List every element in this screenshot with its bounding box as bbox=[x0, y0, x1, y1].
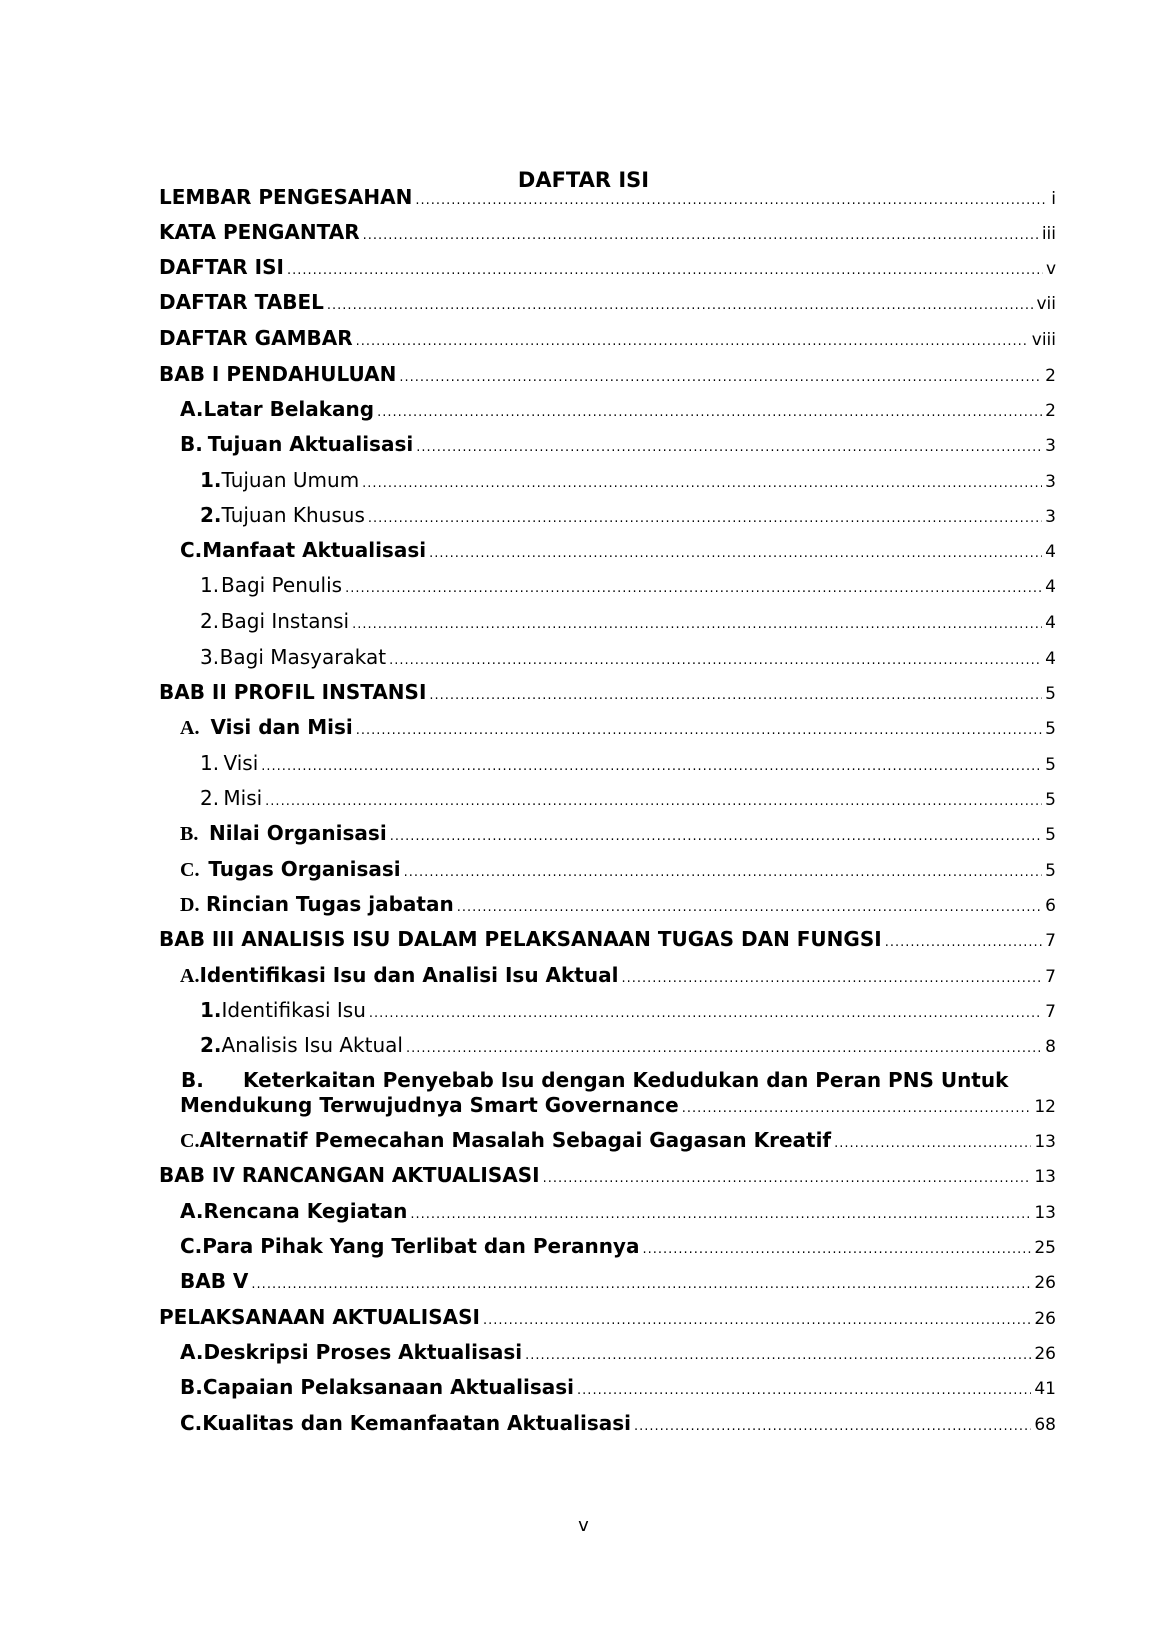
toc-entry[interactable] bbox=[159, 185, 1056, 209]
toc-entry-number: A. bbox=[180, 717, 200, 739]
toc-entry-page: 7 bbox=[1045, 967, 1056, 987]
toc-entry-page: 4 bbox=[1045, 613, 1056, 633]
toc-entry-page: 5 bbox=[1045, 684, 1056, 704]
toc-entry[interactable] bbox=[180, 1093, 1056, 1117]
toc-entry-label: LEMBAR PENGESAHAN bbox=[159, 185, 413, 209]
toc-entry[interactable] bbox=[180, 538, 1056, 562]
toc-entry-number: B. bbox=[180, 432, 203, 456]
toc-entry[interactable] bbox=[159, 326, 1056, 350]
toc-entry-label: Rincian Tugas jabatan bbox=[206, 892, 454, 916]
toc-entry[interactable] bbox=[159, 1163, 1056, 1187]
toc-entry[interactable] bbox=[200, 573, 1056, 597]
toc-entry-page: 5 bbox=[1045, 755, 1056, 775]
dot-leader bbox=[265, 786, 1042, 810]
toc-entry-page: viii bbox=[1031, 330, 1056, 350]
dot-leader bbox=[399, 362, 1042, 386]
toc-entry[interactable] bbox=[159, 255, 1056, 279]
toc-entry-label: Manfaat Aktualisasi bbox=[202, 538, 427, 562]
dot-leader bbox=[368, 503, 1042, 527]
toc-entry[interactable] bbox=[180, 1269, 1056, 1293]
toc-entry-label: BAB V bbox=[180, 1269, 249, 1293]
toc-entry[interactable] bbox=[200, 1033, 1056, 1057]
dot-leader bbox=[525, 1340, 1031, 1364]
toc-entry-page: 3 bbox=[1045, 472, 1056, 492]
toc-entry-page: 3 bbox=[1045, 507, 1056, 527]
dot-leader bbox=[577, 1375, 1031, 1399]
toc-entry[interactable] bbox=[200, 786, 1056, 810]
toc-entry-number: B. bbox=[180, 823, 199, 845]
toc-entry-label: Rencana Kegiatan bbox=[203, 1199, 408, 1223]
toc-entry-label-line1: Keterkaitan Penyebab Isu dengan Kedudukan dan Peran PNS Untuk bbox=[243, 1068, 1009, 1092]
toc-entry-number: 2. bbox=[200, 609, 220, 633]
dot-leader bbox=[352, 609, 1042, 633]
toc-entry-page: 12 bbox=[1034, 1097, 1056, 1117]
toc-entry-page: 41 bbox=[1034, 1379, 1056, 1399]
toc-entry-label: Tujuan Khusus bbox=[221, 503, 365, 527]
toc-entry-label: Misi bbox=[223, 786, 263, 810]
toc-entry-number: C. bbox=[180, 1234, 203, 1258]
toc-entry[interactable] bbox=[180, 892, 1056, 916]
toc-entry-label: Tujuan Aktualisasi bbox=[207, 432, 414, 456]
toc-entry-page: 5 bbox=[1045, 825, 1056, 845]
toc-entry-number: 1. bbox=[200, 468, 222, 492]
toc-entry-page: 25 bbox=[1034, 1238, 1056, 1258]
dot-leader bbox=[404, 857, 1043, 881]
toc-entry-label: Visi dan Misi bbox=[210, 715, 353, 739]
toc-entry-label: Visi bbox=[223, 751, 259, 775]
dot-leader bbox=[634, 1411, 1031, 1435]
toc-entry-page: 7 bbox=[1045, 931, 1056, 951]
toc-entry-label: Nilai Organisasi bbox=[208, 821, 387, 845]
dot-leader bbox=[429, 680, 1042, 704]
toc-entry-page: 2 bbox=[1045, 366, 1056, 386]
toc-entry-label: Analisis Isu Aktual bbox=[221, 1033, 403, 1057]
toc-entry-label: Latar Belakang bbox=[203, 397, 375, 421]
toc-entry[interactable] bbox=[200, 609, 1056, 633]
toc-entry[interactable] bbox=[200, 503, 1056, 527]
toc-entry[interactable] bbox=[159, 290, 1056, 314]
toc-entry-label: Identifikasi Isu bbox=[221, 998, 366, 1022]
toc-entry-page: 5 bbox=[1045, 861, 1056, 881]
toc-entry-page: 13 bbox=[1034, 1203, 1056, 1223]
toc-entry-page: i bbox=[1051, 189, 1056, 209]
toc-entry-number: C. bbox=[180, 1411, 203, 1435]
toc-entry[interactable] bbox=[180, 432, 1056, 456]
dot-leader bbox=[327, 290, 1034, 314]
toc-entry[interactable] bbox=[180, 821, 1056, 845]
dot-leader bbox=[429, 538, 1042, 562]
toc-entry-number: C. bbox=[180, 538, 203, 562]
dot-leader bbox=[410, 1199, 1031, 1223]
toc-entry-page: 4 bbox=[1045, 649, 1056, 669]
toc-entry[interactable] bbox=[159, 1305, 1056, 1329]
toc-entry-label: DAFTAR ISI bbox=[159, 255, 284, 279]
toc-entry[interactable] bbox=[180, 1199, 1056, 1223]
dot-leader bbox=[345, 573, 1042, 597]
toc-entry-number: A. bbox=[180, 965, 200, 987]
toc-entry-page: 7 bbox=[1045, 1002, 1056, 1022]
dot-leader bbox=[369, 998, 1042, 1022]
toc-entry-page: 6 bbox=[1045, 896, 1056, 916]
dot-leader bbox=[377, 397, 1042, 421]
toc-entry-page: 2 bbox=[1045, 401, 1056, 421]
toc-entry-wrapped-line[interactable] bbox=[181, 1068, 1008, 1092]
dot-leader bbox=[362, 468, 1042, 492]
toc-entry[interactable] bbox=[200, 751, 1056, 775]
toc-entry[interactable] bbox=[159, 927, 1056, 951]
toc-entry-page: 26 bbox=[1034, 1309, 1056, 1329]
dot-leader bbox=[251, 1269, 1031, 1293]
toc-entry-page: 13 bbox=[1034, 1167, 1056, 1187]
toc-entry-label: BAB III ANALISIS ISU DALAM PELAKSANAAN TUGAS DAN FUNGSI bbox=[159, 927, 882, 951]
toc-entry-number: C. bbox=[180, 1130, 200, 1152]
toc-entry-label: Alternatif Pemecahan Masalah Sebagai Gagasan Kreatif bbox=[199, 1128, 832, 1152]
toc-entry-label: Kualitas dan Kemanfaatan Aktualisasi bbox=[202, 1411, 631, 1435]
toc-entry-label: DAFTAR GAMBAR bbox=[159, 326, 353, 350]
toc-entry[interactable] bbox=[180, 857, 1056, 881]
toc-entry-number: A. bbox=[180, 397, 204, 421]
toc-entry-number: 2. bbox=[200, 786, 220, 810]
toc-entry[interactable] bbox=[180, 715, 1056, 739]
dot-leader bbox=[682, 1093, 1032, 1117]
toc-entry[interactable] bbox=[159, 362, 1056, 386]
toc-entry-label: Tujuan Umum bbox=[221, 468, 360, 492]
dot-leader bbox=[543, 1163, 1032, 1187]
dot-leader bbox=[642, 1234, 1031, 1258]
toc-entry-page: 3 bbox=[1045, 436, 1056, 456]
dot-leader bbox=[621, 963, 1042, 987]
dot-leader bbox=[457, 892, 1042, 916]
toc-entry-label: Bagi Instansi bbox=[220, 609, 350, 633]
dot-leader bbox=[363, 220, 1039, 244]
toc-entry-label: BAB II PROFIL INSTANSI bbox=[159, 680, 427, 704]
toc-entry[interactable] bbox=[159, 680, 1056, 704]
toc-entry-label: PELAKSANAAN AKTUALISASI bbox=[159, 1305, 480, 1329]
toc-entry-label: Tugas Organisasi bbox=[208, 857, 401, 881]
dot-leader bbox=[483, 1305, 1031, 1329]
dot-leader bbox=[356, 715, 1042, 739]
toc-entry[interactable] bbox=[200, 645, 1056, 669]
toc-entry[interactable] bbox=[180, 1411, 1056, 1435]
toc-entry-page: 5 bbox=[1045, 719, 1056, 739]
dot-leader bbox=[834, 1128, 1031, 1152]
toc-entry-page: 26 bbox=[1034, 1273, 1056, 1293]
toc-entry-number: B. bbox=[180, 1375, 203, 1399]
toc-entry[interactable] bbox=[180, 1234, 1056, 1258]
toc-entry[interactable] bbox=[180, 397, 1056, 421]
toc-entry-label: KATA PENGANTAR bbox=[159, 220, 360, 244]
toc-entry-page: v bbox=[1045, 259, 1056, 279]
toc-entry-page: 13 bbox=[1034, 1132, 1056, 1152]
dot-leader bbox=[389, 645, 1042, 669]
toc-entry-page: iii bbox=[1041, 224, 1056, 244]
page-number: v bbox=[578, 1515, 589, 1536]
toc-entry-number: B. bbox=[181, 1068, 204, 1092]
toc-entry[interactable] bbox=[180, 1128, 1056, 1152]
toc-entry-page: vii bbox=[1036, 294, 1056, 314]
toc-entry-number: 1. bbox=[200, 573, 220, 597]
toc-entry-number: 3. bbox=[200, 645, 220, 669]
toc-entry-number: 1. bbox=[200, 751, 220, 775]
dot-leader bbox=[261, 751, 1042, 775]
dot-leader bbox=[406, 1033, 1042, 1057]
toc-entry-number: A. bbox=[180, 1199, 204, 1223]
toc-entry[interactable] bbox=[200, 468, 1056, 492]
toc-entry-page: 26 bbox=[1034, 1344, 1056, 1364]
toc-entry-page: 4 bbox=[1045, 542, 1056, 562]
toc-entry-page: 4 bbox=[1045, 577, 1056, 597]
toc-entry-number: 2. bbox=[200, 1033, 222, 1057]
toc-entry[interactable] bbox=[180, 963, 1056, 987]
dot-leader bbox=[415, 185, 1048, 209]
toc-entry-label: Mendukung Terwujudnya Smart Governance bbox=[180, 1093, 679, 1117]
toc-entry-page: 5 bbox=[1045, 790, 1056, 810]
toc-entry-label: Identifikasi Isu dan Analisi Isu Aktual bbox=[199, 963, 619, 987]
toc-entry-number: C. bbox=[180, 859, 200, 881]
toc-entry-label: BAB IV RANCANGAN AKTUALISASI bbox=[159, 1163, 540, 1187]
dot-leader bbox=[356, 326, 1029, 350]
toc-entry-label: DAFTAR TABEL bbox=[159, 290, 324, 314]
dot-leader bbox=[287, 255, 1043, 279]
toc-entry[interactable] bbox=[180, 1340, 1056, 1364]
toc-entry-label: Bagi Penulis bbox=[220, 573, 343, 597]
toc-entry-number: 2. bbox=[200, 503, 222, 527]
page-title: DAFTAR ISI bbox=[517, 168, 650, 192]
toc-entry-label: Bagi Masyarakat bbox=[219, 645, 387, 669]
toc-entry[interactable] bbox=[200, 998, 1056, 1022]
toc-entry-number: A. bbox=[180, 1340, 204, 1364]
toc-entry-label: BAB I PENDAHULUAN bbox=[159, 362, 397, 386]
toc-entry[interactable] bbox=[180, 1375, 1056, 1399]
dot-leader bbox=[416, 432, 1042, 456]
toc-entry[interactable] bbox=[159, 220, 1056, 244]
toc-entry-page: 68 bbox=[1034, 1415, 1056, 1435]
dot-leader bbox=[885, 927, 1042, 951]
toc-entry-label: Deskripsi Proses Aktualisasi bbox=[203, 1340, 523, 1364]
toc-entry-label: Para Pihak Yang Terlibat dan Perannya bbox=[202, 1234, 640, 1258]
toc-entry-label: Capaian Pelaksanaan Aktualisasi bbox=[202, 1375, 575, 1399]
toc-entry-number: 1. bbox=[200, 998, 222, 1022]
dot-leader bbox=[390, 821, 1042, 845]
toc-entry-number: D. bbox=[180, 894, 200, 916]
toc-entry-page: 8 bbox=[1045, 1037, 1056, 1057]
